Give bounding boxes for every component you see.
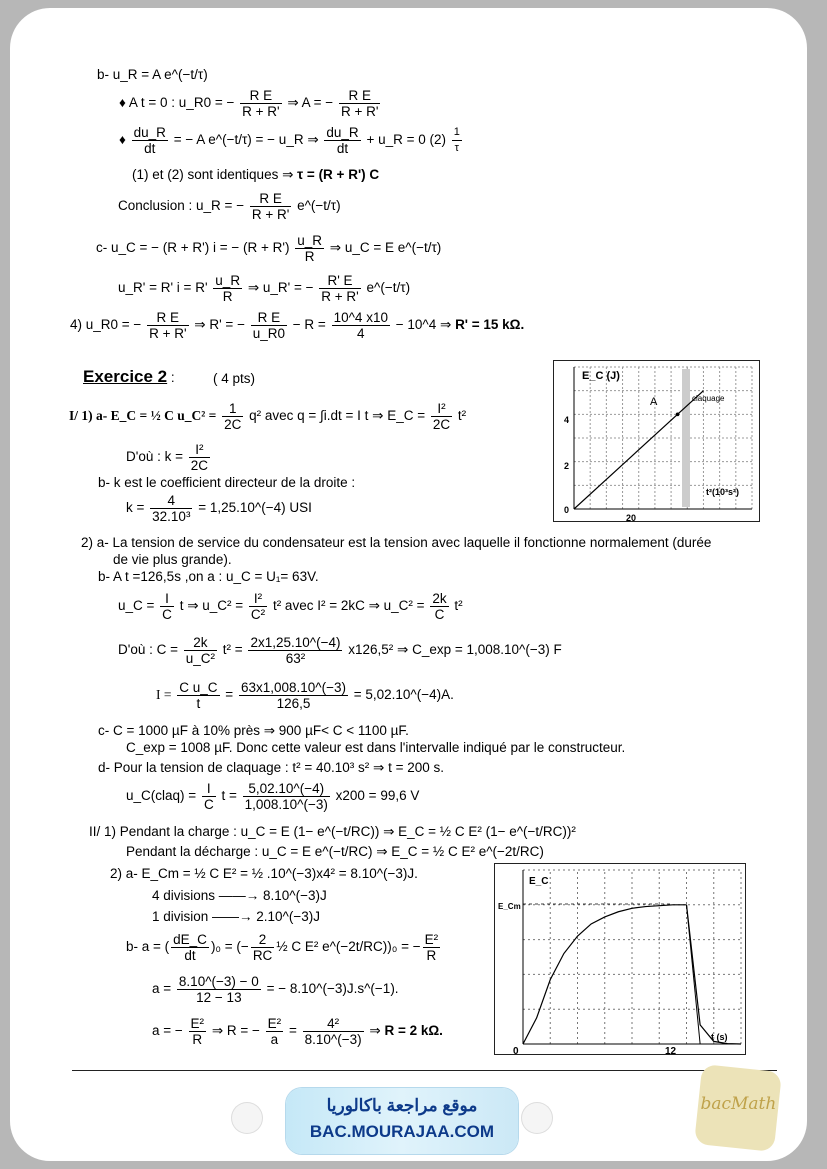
banner-url[interactable]: BAC.MOURAJAA.COM [309, 1122, 495, 1141]
site-banner[interactable] [286, 1088, 518, 1154]
graph1-y-tick-2: 2 [564, 461, 570, 471]
section-I-1a: I/ 1) a- E_C = ½ C u_C² = $\frac{1}{2C}$ q² avec q = ∫i.dt = I t ⇒ E_C = $\frac{\text{I²}}{2C}$ t² [69, 401, 467, 432]
graph1-x-tick-20: 20 [626, 513, 637, 521]
bacmath-logo: bacMath [694, 1064, 782, 1152]
graph2-grid [523, 870, 741, 1044]
graph1-y-tick-4: 4 [564, 415, 570, 425]
diff-eq-line: ♦ $\frac{du\_R}{dt}$ = − A e^(−t/τ) = − u_R ⇒ $\frac{du\_R}{dt}$ + u_R = 0 (2) $\frac{1}{\tau}$ [119, 125, 460, 156]
graph2-ecm-label: E_Cm [498, 902, 521, 911]
current-line: I = $\frac{\text{C u\_C}}{t}$ = $\frac{63x1,008.10\^{}(-3)}{126,5}$ = 5,02.10^(−4)A. [156, 680, 454, 711]
graph2-origin: 0 [513, 1046, 519, 1054]
slope-a-line: b- a = ( $\frac{dE\_C}{dt}$ )₀ = (− $\frac{2}{RC}$ ½ C E² e^(−2t/RC))₀ = − $\frac{\text{E²}}{R}$ [126, 932, 439, 963]
graph2-svg [495, 864, 745, 1054]
section-I-2c-1: c- C = 1000 µF à 10% près ⇒ 900 µF< C < 1100 µF. [98, 723, 409, 738]
graph1-ylabel: E_C (J) [582, 370, 620, 382]
graph1-point-A [676, 413, 680, 417]
graph-energy-vs-t2 [553, 360, 760, 522]
section-II-charge: II/ 1) Pendant la charge : u_C = E (1− e^(−t/RC)) ⇒ E_C = ½ C E² (1− e^(−t/RC))² [89, 824, 576, 839]
section-II-2a: 2) a- E_Cm = ½ C E² = ½ .10^(−3)x4² = 8.10^(−3)J. [110, 866, 418, 881]
k-definition: D'où : k = $\frac{\text{I²}}{2C}$ [126, 442, 209, 473]
uc-squared-line: u_C = $\frac{I}{C}$ t ⇒ u_C² = $\frac{\text{I²}}{\text{C²}}$ t² avec I² = 2kC ⇒ u_C² = $\frac{2k}{C}$ t² [118, 591, 463, 622]
banner-arabic-text: موقع مراجعة باكالوريا [326, 1096, 478, 1115]
uc-claquage-line: u_C(claq) = $\frac{I}{C}$ t = $\frac{5,02.10\^{}(-4)}{1,008.10\^{}(-3)}$ x200 = 99,6 V [126, 781, 420, 812]
k-value: k = $\frac{4}{\text{32.10³}}$ = 1,25.10^(−4) USI [126, 493, 312, 524]
section-I-2a-1: 2) a- La tension de service du condensateur est la tension avec laquelle il fonctionne normalement (durée [81, 535, 712, 550]
graph1-xlabel: t²(10³s²) [706, 487, 739, 497]
graph-energy-vs-time [494, 863, 746, 1055]
c-exp-line: D'où : C = $\frac{2k}{\text{u\_C²}}$ t² = $\frac{2x1,25.10\^{}(-4)}{\text{63²}}$ x126,5² ⇒ C_exp = 1,008.10^(−3) F [118, 635, 562, 666]
graph1-y-tick-0: 0 [564, 505, 570, 515]
graph2-xlabel: t (s) [711, 1032, 728, 1042]
graph1-annotation: claquage [692, 394, 725, 403]
section-I-2d: d- Pour la tension de claquage : t² = 40.10³ s² ⇒ t = 200 s. [98, 760, 445, 775]
section-I-2a-2: de vie plus grande). [113, 552, 232, 567]
graph2-ylabel: E_C [529, 876, 549, 887]
badge-right-icon [522, 1103, 552, 1133]
ur-expression: b- u_R = A e^(−t/τ) [97, 67, 208, 82]
urprime-line: u_R' = R' i = R' $\frac{u\_R}{R}$ ⇒ u_R' = − $\frac{R' E}{R + R'}$ e^(−t/τ) [118, 273, 411, 304]
exercise-2-points: ( 4 pts) [213, 371, 256, 386]
graph1-point-label: A [650, 396, 658, 408]
ur0-line: ♦ A t = 0 : u_R0 = − $\frac{\text{R E}}{R + R'}$ ⇒ A = − $\frac{\text{R E}}{R + R'}$ [119, 88, 379, 119]
division-4: 4 divisions ——→ 8.10^(−3)J [152, 888, 327, 903]
conclusion-line: Conclusion : u_R = − $\frac{\text{R E}}{R + R'}$ e^(−t/τ) [118, 191, 341, 222]
graph1-svg [554, 361, 759, 521]
badge-left-icon [232, 1103, 262, 1133]
section-I-2b: b- A t =126,5s ,on a : u_C = U₁= 63V. [98, 569, 319, 584]
r-result-line: a = − $\frac{\text{E²}}{R}$ ⇒ R = − $\frac{\text{E²}}{a}$ = $\frac{\text{4²}}{8.10\^{}(-3)}$ ⇒ R = 2 kΩ. [152, 1016, 443, 1047]
claquage-zone [682, 369, 690, 507]
part4-line: 4) u_R0 = − $\frac{\text{R E}}{R + R'}$ ⇒ R' = − $\frac{\text{R E}}{u\_R0}$ − R = $\frac{10\^{}4 x10}{4}$ − 10^4 ⇒ R' = 15 kΩ. [70, 310, 525, 341]
slope-a-value: a = $\frac{8.10\^{}(-3) - 0}{12 - 13}$ = − 8.10^(−3)J.s^(−1). [152, 974, 399, 1005]
identical-line: (1) et (2) sont identiques ⇒ τ = (R + R') C [132, 167, 380, 182]
section-I-2c-2: C_exp = 1008 µF. Donc cette valeur est dans l'intervalle indiqué par le constructeur. [126, 740, 626, 755]
division-1: 1 division ——→ 2.10^(−3)J [152, 909, 321, 924]
uc-line: c- u_C = − (R + R') i = − (R + R') $\frac{u\_R}{R}$ ⇒ u_C = E e^(−t/τ) [96, 233, 442, 264]
section-II-decharge: Pendant la décharge : u_C = E e^(−t/RC) ⇒ E_C = ½ C E² e^(−2t/RC) [126, 844, 544, 859]
footer-rule [72, 1070, 777, 1071]
graph2-x-tick-12: 12 [665, 1046, 677, 1054]
section-I-1b: b- k est le coefficient directeur de la droite : [98, 475, 356, 490]
exercise-2-heading: Exercice 2 : [83, 367, 175, 386]
page-sheet [10, 8, 807, 1161]
